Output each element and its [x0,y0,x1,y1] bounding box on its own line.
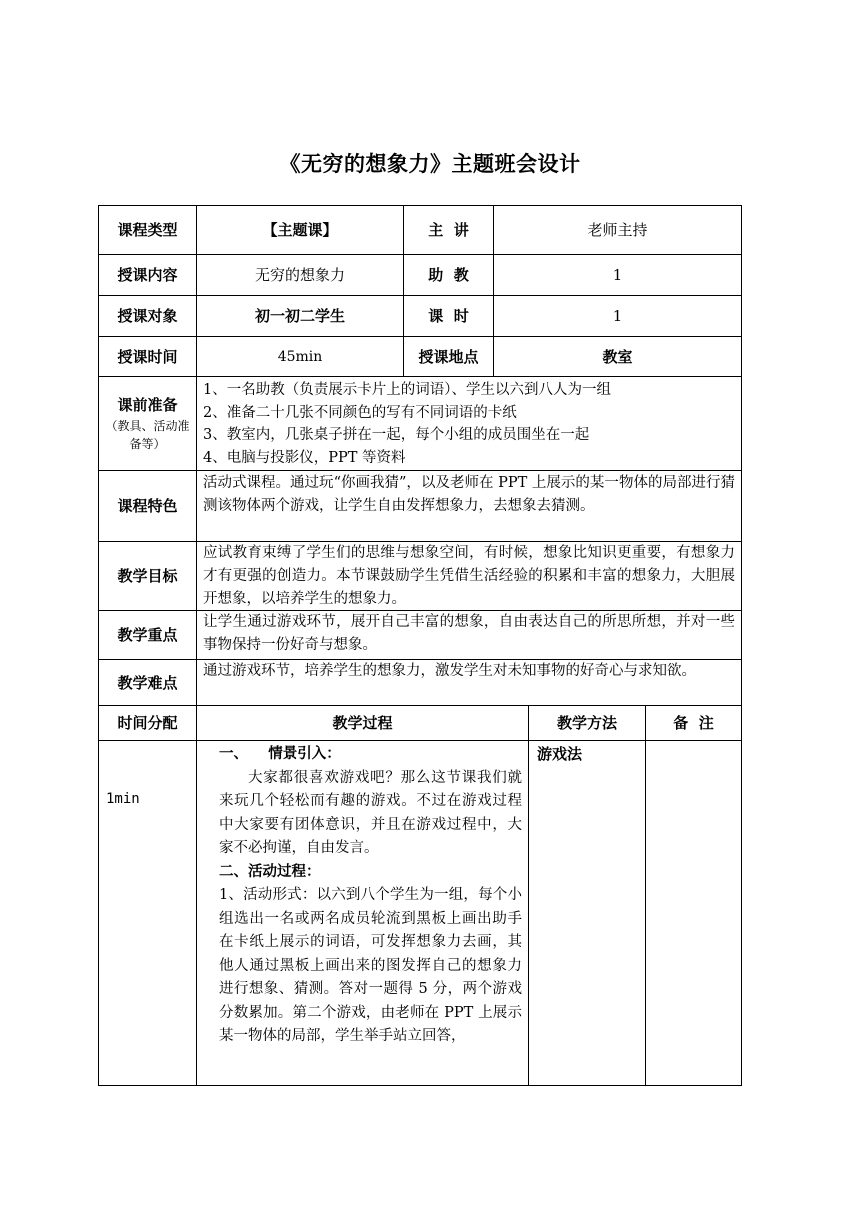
content-value: 无穷的想象力 [254,266,345,284]
time-value: 45min [277,348,323,365]
section1-title: 一、 情景引入： [219,746,341,762]
prep-item: 4、电脑与投影仪，PPT 等资料 [203,449,406,466]
key-label: 教学重点 [117,626,178,644]
header-time: 时间分配 [117,714,178,732]
lesson-plan-table [98,205,742,1086]
difficulty-label: 教学难点 [117,673,178,692]
col-divider [645,705,646,1085]
process-content [197,741,528,1085]
course-type-value: 【主题课】 [262,221,338,239]
document-title: 《无穷的想象力》主题班会设计 [279,152,581,176]
course-type-label: 课程类型 [117,221,178,239]
prep-label-cell [99,377,196,470]
difficulty-text: 通过游戏环节，培养学生的想象力，激发学生对未知事物的好奇心与求知欲。 [203,663,696,679]
section2-text: 1、活动形式：以六到八个学生为一组，每个小组选出一名或两名成员轮流到黑板上画出助手在卡纸上展示的词语，可发挥想象力去画，其他人通过黑板上画出来的图发挥自己的想象力进行想象、猜测。答对一题得 5 分，两个游戏分数累加。第二个游戏，由老师在 PPT 上展示某一物体的局部，学生举手站立回答， [219,887,522,1044]
goal-text: 应试教育束缚了学生们的思维与想象空间，有时候，想象比知识更重要，有想象力才有更强的创造力。本节课鼓励学生凭借生活经验的积累和丰富的想象力，大胆展开想象，以培养学生的想象力。 [203,545,735,607]
section2-title: 二、活动过程： [219,863,321,880]
hours-value: 1 [612,307,623,325]
lecturer-label: 主 讲 [428,221,469,239]
prep-item: 2、准备二十几张不同颜色的写有不同词语的卡纸 [203,404,517,421]
audience-label: 授课对象 [117,307,178,325]
header-note: 备 注 [673,714,714,732]
header-process: 教学过程 [332,714,393,732]
header-method: 教学方法 [556,714,617,732]
assistant-label: 助 教 [428,266,469,284]
lecturer-value: 老师主持 [587,221,648,239]
prep-list [197,377,741,470]
goal-label: 教学目标 [117,567,178,585]
hours-label: 课 时 [428,307,469,325]
key-text: 让学生通过游戏环节，展开自己丰富的想象，自由表达自己的所思所想，并对一些事物保持一份好奇与想象。 [203,614,735,653]
content-label: 授课内容 [117,266,178,284]
section1-text: 大家都很喜欢游戏吧？那么这节课我们就来玩几个轻松而有趣的游戏。不过在游戏过程中大家要有团体意识，并且在游戏过程中，大家不必拘谨，自由发言。 [219,769,522,856]
col-divider [528,705,529,1085]
place-value: 教室 [602,347,633,366]
prep-sublabel: （教具、活动准备等） [105,418,190,451]
assistant-value: 1 [612,266,623,284]
time-label: 授课时间 [117,347,178,366]
feature-label: 课程特色 [117,497,178,515]
prep-label: 课前准备 [117,395,178,414]
process-method: 游戏法 [537,745,583,763]
place-label: 授课地点 [418,347,479,366]
audience-value: 初一初二学生 [254,307,345,325]
prep-item: 1、一名助教（负责展示卡片上的词语）、学生以六到八人为一组 [203,382,611,398]
process-time: 1min [106,791,140,807]
feature-text: 活动式课程。通过玩“你画我猜”，以及老师在 PPT 上展示的某一物体的局部进行猜测该物体两个游戏，让学生自由发挥想象力，去想象去猜测。 [203,475,735,514]
prep-item: 3、教室内，几张桌子拼在一起，每个小组的成员围坐在一起 [203,427,590,443]
